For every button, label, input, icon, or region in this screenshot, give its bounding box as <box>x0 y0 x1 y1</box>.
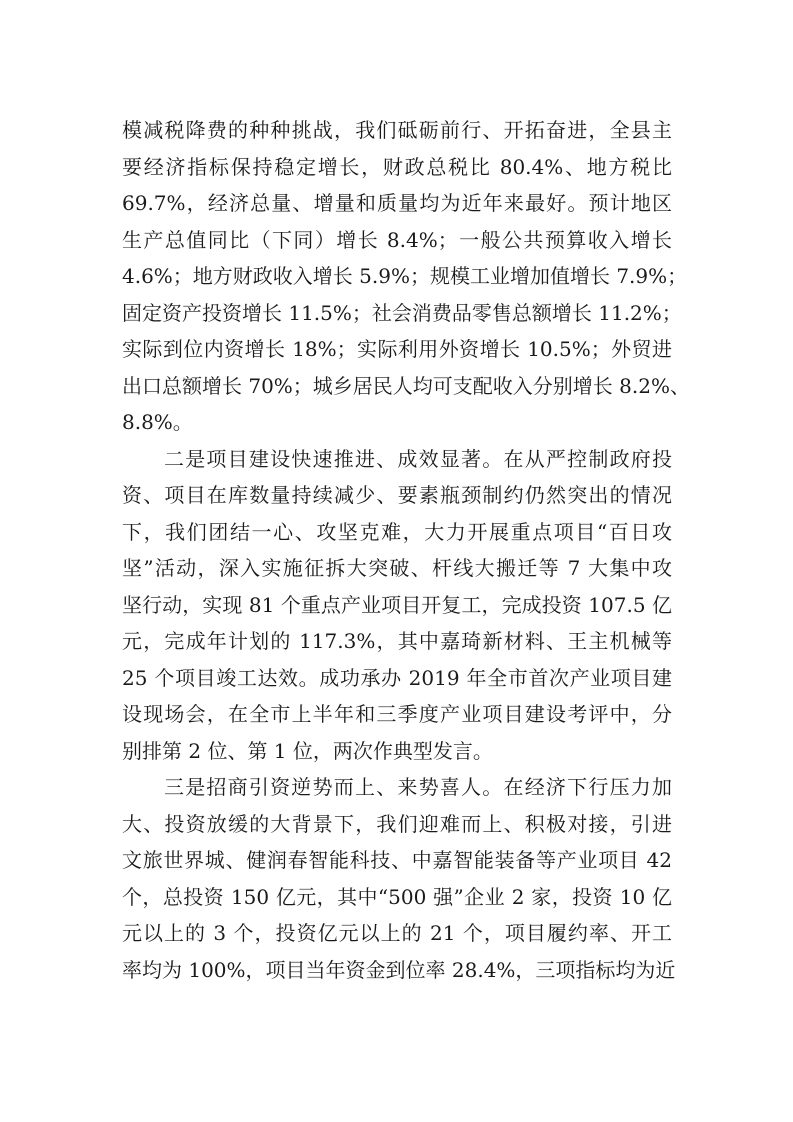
text-line: 坚”活动，深入实施征拆大突破、杆线大搬迁等 7 大集中攻 <box>122 556 672 580</box>
text-line: 率均为 100%，项目当年资金到位率 28.4%，三项指标均为近 <box>122 957 676 982</box>
text-line: 出口总额增长 70%；城乡居民人均可支配收入分别增长 8.2%、 <box>122 373 690 398</box>
text-line: 坚行动，实现 81 个重点产业项目开复工，完成投资 107.5 亿 <box>122 592 672 617</box>
text-line: 二是项目建设快速推进、成效显著。在从严控制政府投 <box>164 446 672 471</box>
text-line: 元以上的 3 个，投资亿元以上的 21 个，项目履约率、开工 <box>122 921 672 945</box>
text-line: 设现场会，在全市上半年和三季度产业项目建设考评中，分 <box>122 702 672 726</box>
text-line: 三是招商引资逆势而上、来势喜人。在经济下行压力加 <box>164 775 672 799</box>
text-line: 下，我们团结一心、攻坚克难，大力开展重点项目“百日攻 <box>122 519 672 544</box>
text-line: 要经济指标保持稳定增长，财政总税比 80.4%、地方税比 <box>122 154 672 179</box>
text-line: 资、项目在库数量持续减少、要素瓶颈制约仍然突出的情况 <box>122 483 672 507</box>
text-line: 文旅世界城、健润春智能科技、中嘉智能装备等产业项目 42 <box>122 848 672 872</box>
text-line: 个，总投资 150 亿元，其中“500 强”企业 2 家，投资 10 亿 <box>122 884 672 909</box>
text-line: 大、投资放缓的大背景下，我们迎难而上、积极对接，引进 <box>122 811 672 836</box>
text-line: 固定资产投资增长 11.5%；社会消费品零售总额增长 11.2%； <box>122 300 682 325</box>
text-line: 8.8%。 <box>122 410 193 434</box>
text-line: 模减税降费的种种挑战，我们砥砺前行、开拓奋进，全县主 <box>122 118 672 142</box>
paragraph-economy <box>122 112 690 441</box>
text-line: 69.7%，经济总量、增量和质量均为近年来最好。预计地区 <box>122 191 672 215</box>
text-line: 4.6%；地方财政收入增长 5.9%；规模工业增加值增长 7.9%； <box>122 264 688 288</box>
paragraph-projects <box>122 441 672 770</box>
text-line: 生产总值同比（下同）增长 8.4%；一般公共预算收入增长 <box>122 227 672 252</box>
text-line: 别排第 2 位、第 1 位，两次作典型发言。 <box>122 738 493 763</box>
text-line: 25 个项目竣工达效。成功承办 2019 年全市首次产业项目建 <box>122 665 672 690</box>
document-page <box>122 112 690 988</box>
paragraph-investment <box>122 769 676 988</box>
text-line: 实际到位内资增长 18%；实际利用外资增长 10.5%；外贸进 <box>122 337 672 361</box>
text-line: 元，完成年计划的 117.3%，其中嘉琦新材料、王主机械等 <box>122 629 672 653</box>
